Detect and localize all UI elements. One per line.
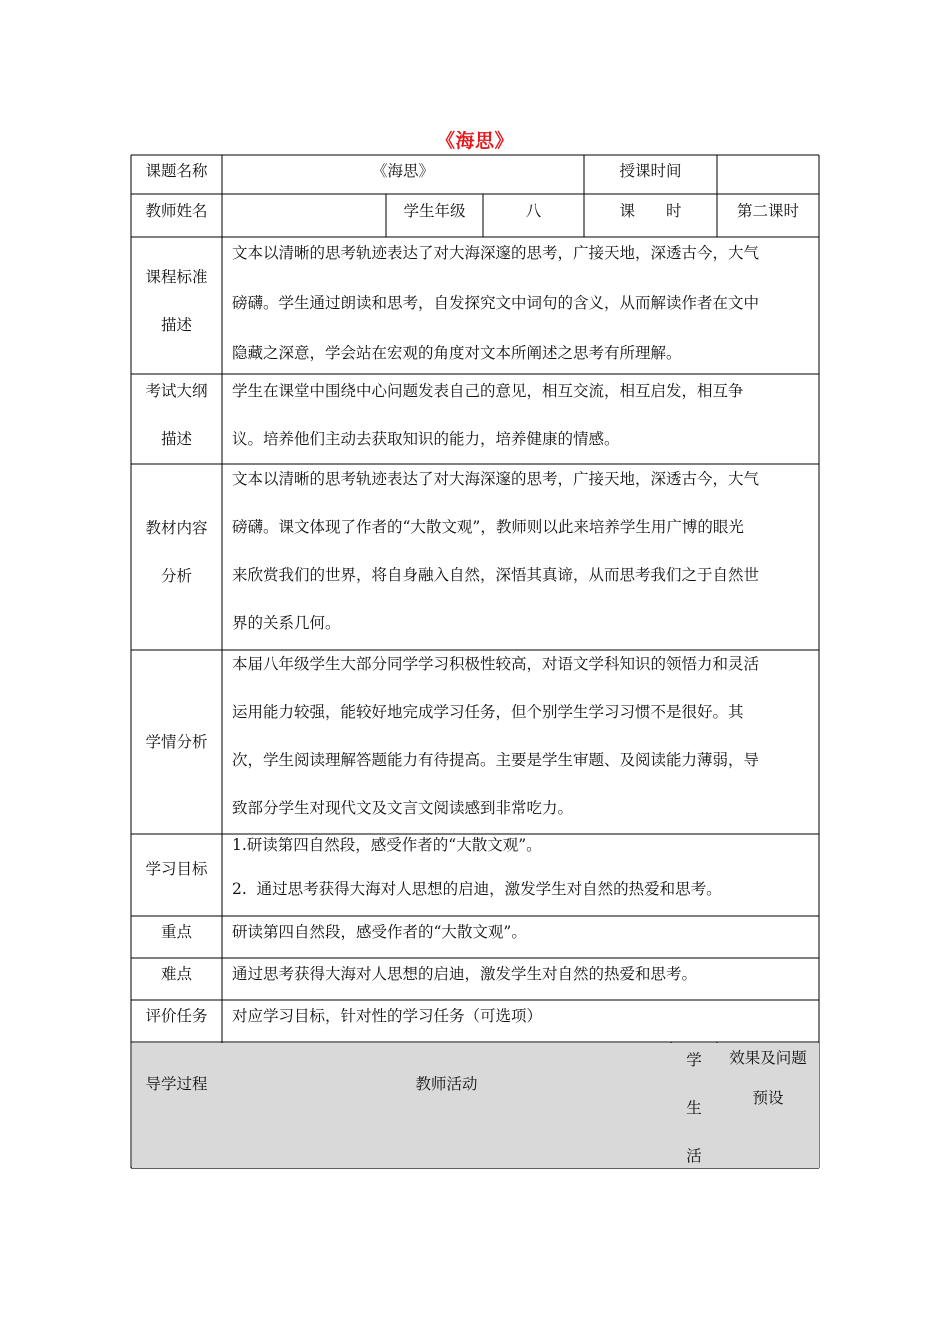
student-activity-char: 生 xyxy=(686,1099,702,1117)
exam-syllabus-text xyxy=(222,374,819,464)
text-line: 致部分学生对现代文及文言文阅读感到非常吃力。 xyxy=(232,799,574,817)
student-activity-char: 学 xyxy=(686,1051,702,1069)
exam-syllabus-label-line-2: 描述 xyxy=(160,430,192,448)
text-line: 本届八年级学生大部分同学学习积极性较高，对语文学科知识的领悟力和灵活 xyxy=(232,655,760,673)
effect-presets-line-1: 效果及问题 xyxy=(729,1049,807,1067)
objective-item-2: 2. 通过思考获得大海对人思想的启迪，激发学生对自然的热爱和思考。 xyxy=(232,880,722,898)
text-line: 文本以清晰的思考轨迹表达了对大海深邃的思考，广接天地，深透古今，大气 xyxy=(232,244,760,262)
class-time-label: 授课时间 xyxy=(619,162,682,180)
teacher-name-label: 教师姓名 xyxy=(145,201,208,220)
evaluation-task-text: 对应学习目标，针对性的学习任务（可选项） xyxy=(232,1007,543,1025)
difficulty-label: 难点 xyxy=(160,965,192,983)
teacher-activity-header: 教师活动 xyxy=(415,1075,478,1093)
effect-presets-line-2: 预设 xyxy=(752,1089,784,1107)
text-line: 磅礴。学生通过朗读和思考，自发探究文中词句的含义，从而解读作者在文中 xyxy=(232,294,760,312)
course-name-value: 《海思》 xyxy=(371,162,434,180)
text-line: 议。培养他们主动去获取知识的能力，培养健康的情感。 xyxy=(232,430,620,448)
text-line: 文本以清晰的思考轨迹表达了对大海深邃的思考，广接天地，深透古今，大气 xyxy=(232,470,760,488)
key-point-label: 重点 xyxy=(160,923,192,941)
student-grade-label: 学生年级 xyxy=(403,201,466,220)
text-line: 运用能力较强，能较好地完成学习任务，但个别学生学习习惯不是很好。其 xyxy=(232,703,744,721)
curriculum-standard-label-line-2: 描述 xyxy=(160,316,192,334)
text-line: 隐藏之深意，学会站在宏观的角度对文本所阐述之思考有所理解。 xyxy=(232,344,682,362)
learner-analysis-text xyxy=(222,650,819,834)
learning-objectives-text xyxy=(222,834,819,916)
learning-objectives-label: 学习目标 xyxy=(145,860,208,878)
evaluation-task-label: 评价任务 xyxy=(145,1007,208,1025)
process-header-background xyxy=(132,1043,671,1168)
effect-presets-header xyxy=(717,1046,819,1110)
document-title: 《海思》 xyxy=(435,130,514,152)
key-point-text: 研读第四自然段，感受作者的“大散文观”。 xyxy=(232,923,527,941)
period-label: 课 时 xyxy=(619,201,682,220)
class-time-value xyxy=(717,155,819,187)
text-line: 学生在课堂中围绕中心问题发表自己的意见，相互交流，相互启发，相互争 xyxy=(232,382,744,400)
text-line: 磅礴。课文体现了作者的“大散文观”，教师则以此来培养学生用广博的眼光 xyxy=(232,518,744,536)
curriculum-standard-label xyxy=(131,237,222,374)
difficulty-text: 通过思考获得大海对人思想的启迪，激发学生对自然的热爱和思考。 xyxy=(232,965,698,983)
student-grade-value: 八 xyxy=(525,201,542,220)
material-analysis-label xyxy=(131,464,222,650)
material-analysis-label-line-1: 教材内容 xyxy=(145,519,208,537)
learner-analysis-label: 学情分析 xyxy=(145,733,208,751)
period-value: 第二课时 xyxy=(736,201,799,220)
text-line: 界的关系几何。 xyxy=(232,614,341,632)
exam-syllabus-label xyxy=(131,374,222,464)
material-analysis-label-line-2: 分析 xyxy=(160,567,192,585)
material-analysis-text xyxy=(222,464,819,650)
curriculum-standard-label-line-1: 课程标准 xyxy=(145,268,208,286)
text-line: 来欣赏我们的世界，将自身融入自然，深悟其真谛，从而思考我们之于自然世 xyxy=(232,566,760,584)
text-line: 次，学生阅读理解答题能力有待提高。主要是学生审题、及阅读能力薄弱，导 xyxy=(232,751,760,769)
exam-syllabus-label-line-1: 考试大纲 xyxy=(145,382,208,400)
guided-process-label: 导学过程 xyxy=(145,1075,208,1093)
student-activity-char: 活 xyxy=(686,1147,702,1165)
curriculum-standard-text xyxy=(222,237,819,374)
student-activity-header xyxy=(671,1048,717,1192)
objective-item-1: 1.研读第四自然段，感受作者的“大散文观”。 xyxy=(232,836,542,854)
teacher-name-value xyxy=(222,194,386,227)
course-name-label: 课题名称 xyxy=(145,162,208,180)
